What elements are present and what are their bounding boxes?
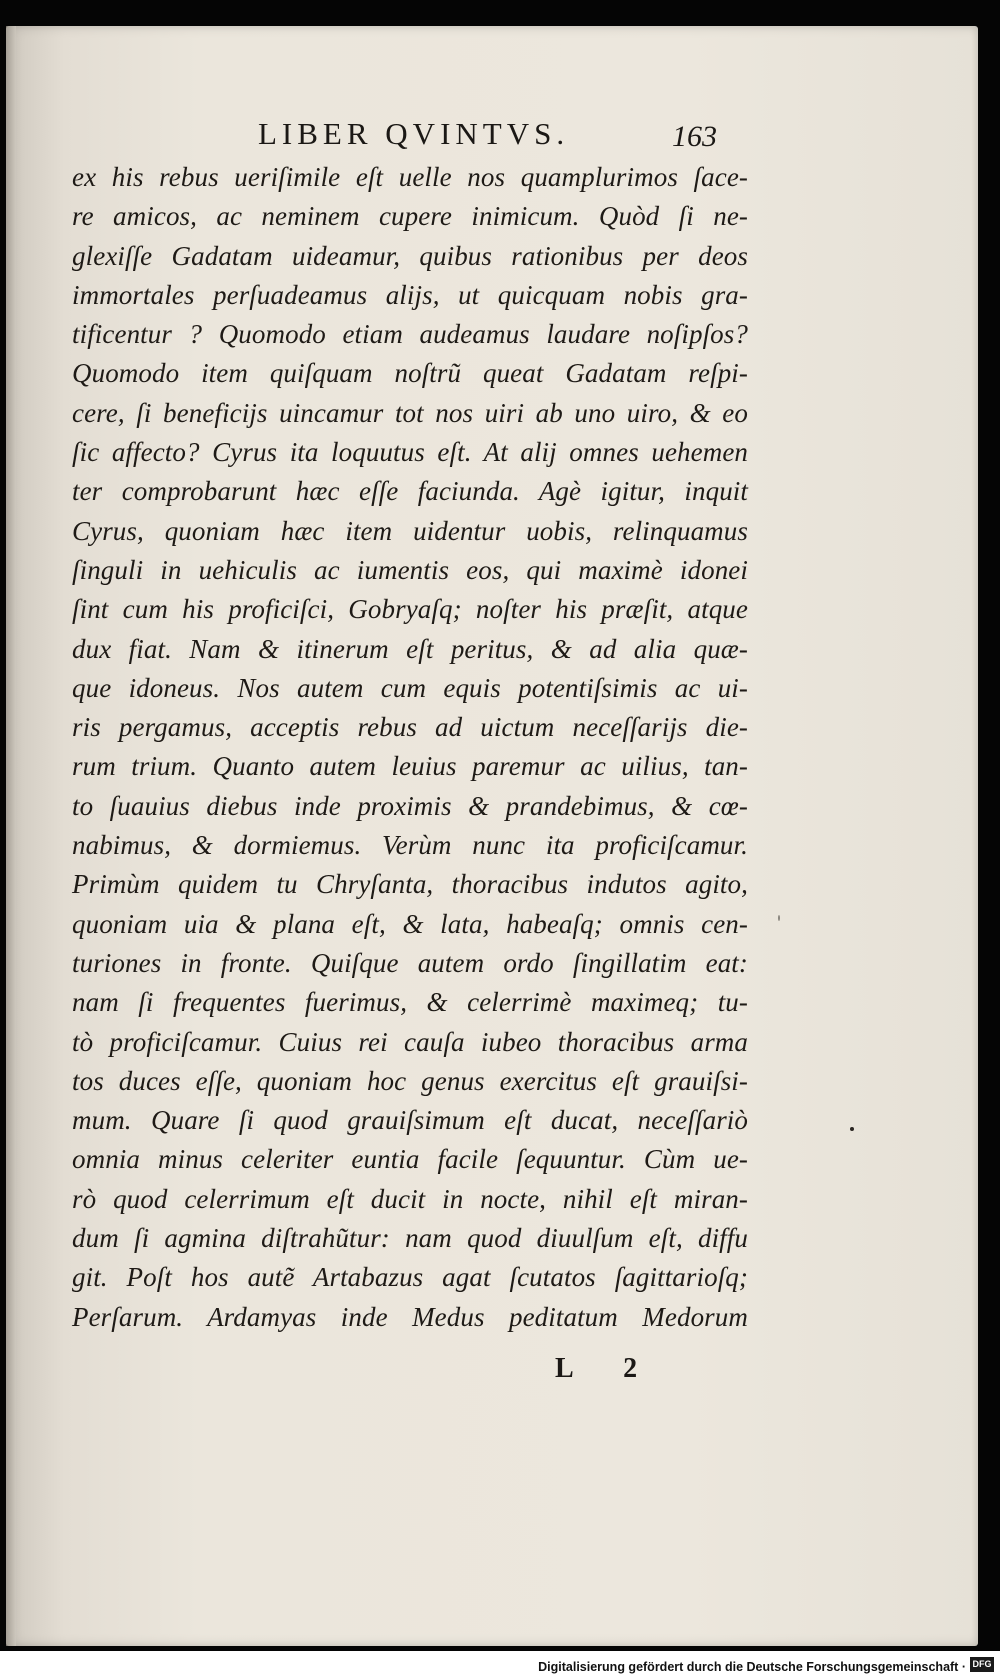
text-line: Primùm quidem tu Chryſanta, thoracibus indutos agito, [72, 869, 748, 900]
text-line: to ſuauius diebus inde proximis & prandebimus, & cœ- [72, 790, 748, 821]
text-line: ſinguli in uehiculis ac iumentis eos, qui maximè idonei [72, 554, 748, 585]
text-line: tò proficiſcamur. Cuius rei cauſa iubeo thoracibus arma [72, 1026, 748, 1057]
text-line: mum. Quare ſi quod grauiſsimum eſt ducat, neceſſariò [72, 1105, 748, 1136]
text-line: rum trium. Quanto autem leuius paremur ac uilius, tan- [72, 751, 748, 782]
signature-mark: L 2 [555, 1353, 660, 1384]
page-gutter-shadow [6, 26, 16, 1646]
text-line: ſint cum his proficiſci, Gobryaſq; noſter his præſit, atque [72, 594, 748, 625]
text-line: rò quod celerrimum eſt ducit in nocte, nihil eſt miran- [72, 1183, 748, 1214]
text-line: omnia minus celeriter euntia facile ſequuntur. Cùm ue- [72, 1144, 748, 1175]
text-line: quoniam uia & plana eſt, & lata, habeaſq; omnis cen- [72, 908, 748, 939]
funding-credit: Digitalisierung gefördert durch die Deutsche Forschungsgemeinschaft · [538, 1660, 966, 1674]
text-line: turiones in fronte. Quiſque autem ordo ſingillatim eat: [72, 947, 748, 978]
dfg-logo-icon: DFG [970, 1657, 994, 1672]
text-line: dux fiat. Nam & itinerum eſt peritus, & ad alia quæ- [72, 633, 748, 664]
text-line: cere, ſi beneficijs uincamur tot nos uiri ab uno uiro, & eo [72, 397, 748, 428]
text-line: tos duces eſſe, quoniam hoc genus exercitus eſt grauiſsi- [72, 1065, 748, 1096]
text-line: ter comprobarunt hæc eſſe faciunda. Agè igitur, inquit [72, 476, 748, 507]
text-line: que idoneus. Nos autem cum equis potentiſsimis ac ui- [72, 672, 748, 703]
text-line: Quomodo item quiſquam noſtrũ queat Gadatam reſpi- [72, 358, 748, 389]
text-line: tificentur ? Quomodo etiam audeamus laudare noſipſos? [72, 319, 748, 350]
text-line: ex his rebus ueriſimile eſt uelle nos quamplurimos ſace- [72, 162, 748, 192]
text-line: dum ſi agmina diſtrahũtur: nam quod diuulſum eſt, diffu [72, 1223, 748, 1254]
text-line: immortales perſuadeamus alijs, ut quicquam nobis gra- [72, 279, 748, 310]
text-line: git. Poſt hos autẽ Artabazus agat ſcutatos ſagittarioſq; [72, 1262, 748, 1293]
text-line: ris pergamus, acceptis rebus ad uictum neceſſarijs die- [72, 712, 748, 743]
page-number: 163 [672, 120, 717, 153]
text-line: nam ſi frequentes fuerimus, & celerrimè maximeq; tu- [72, 987, 748, 1018]
text-line: re amicos, ac neminem cupere inimicum. Quòd ſi ne- [72, 201, 748, 232]
text-line: glexiſſe Gadatam uideamur, quibus rationibus per deos [72, 240, 748, 271]
text-line: nabimus, & dormiemus. Verùm nunc ita proficiſcamur. [72, 830, 748, 861]
footer-bar [0, 1651, 1000, 1677]
body-text [72, 158, 748, 1337]
running-title: LIBER QVINTVS. [258, 116, 570, 151]
text-line: Cyrus, quoniam hæc item uidentur uobis, relinquamus [72, 515, 748, 546]
ink-speck [850, 1127, 854, 1131]
text-line: ſic affecto? Cyrus ita loquutus eſt. At alij omnes uehemen [72, 437, 748, 468]
ink-speck [778, 915, 780, 921]
text-line: Perſarum. Ardamyas inde Medus peditatum Medorum [72, 1301, 748, 1332]
